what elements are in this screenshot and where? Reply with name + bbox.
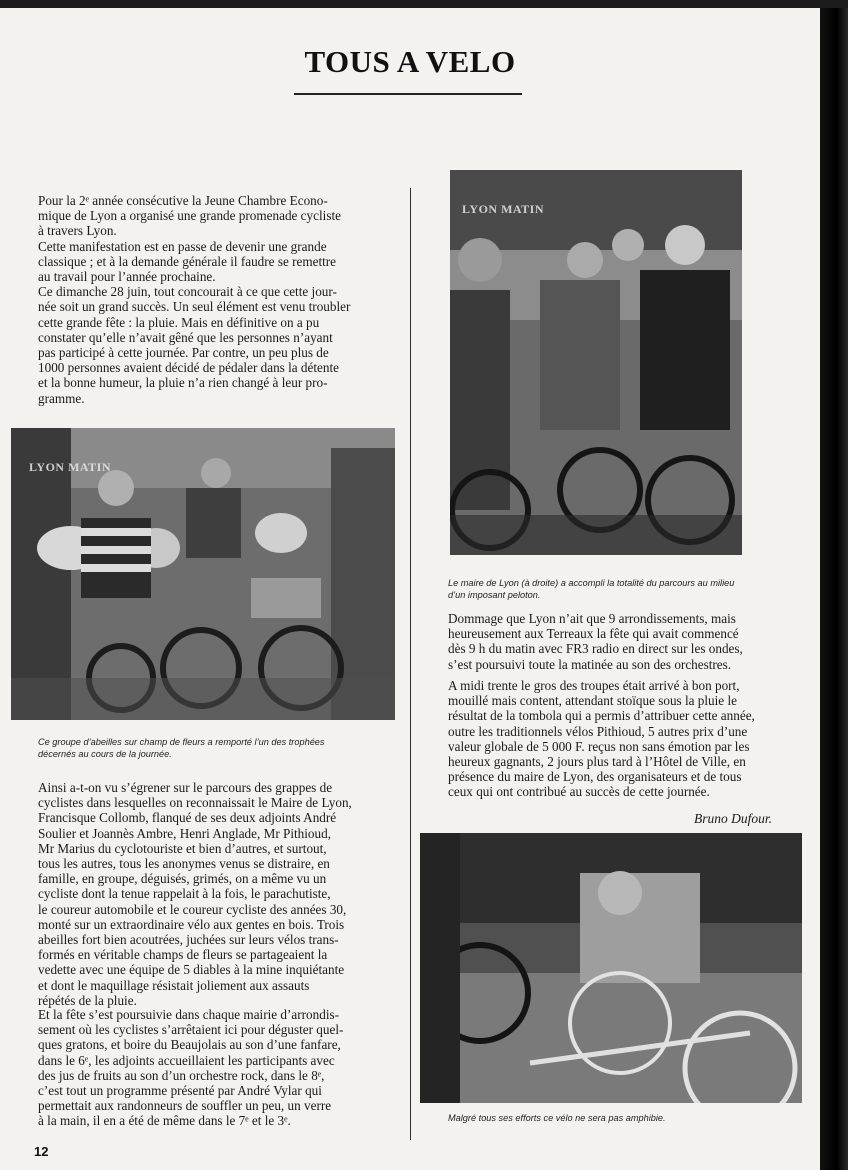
text-line: Cette manifestation est en passe de devenir une grande	[38, 238, 327, 254]
article-title: TOUS A VELO	[304, 44, 516, 79]
body-right-paragraph-2	[448, 678, 786, 800]
text-line: Le maire de Lyon (à droite) a accompli la totalité du parcours au milieu	[448, 578, 735, 588]
text-line: vedette avec une équipe de 5 diables à la mine inquiétante	[38, 962, 345, 978]
text-line: répétés de la pluie.	[38, 992, 137, 1008]
text-line: Soulier et Joannès Ambre, Henri Anglade, Mr Pithioud,	[38, 825, 332, 841]
magazine-page	[0, 8, 820, 1170]
text-line: décernés au cours de la journée.	[38, 749, 172, 759]
text-line: au travail pour l’année prochaine.	[38, 269, 216, 285]
page-number: 12	[34, 1144, 49, 1159]
text-line: abeilles fort bien acoutrées, juchées sur leurs vélos trans-	[38, 932, 339, 948]
text-line: c’est tout un programme présenté par André Vylar qui	[38, 1083, 322, 1099]
text-line: Pour la 2ᵉ année consécutive la Jeune Chambre Econo-	[38, 193, 328, 208]
photo-bees-costumes	[11, 428, 395, 720]
text-line: permettait aux randonneurs de souffler un peu, un verre	[38, 1098, 332, 1114]
text-line: dès 9 h du matin avec FR3 radio en direct sur les ondes,	[448, 641, 743, 657]
text-line: A midi trente le gros des troupes était arrivé à bon port,	[448, 678, 740, 693]
text-line: ques gratons, et boire du Beaujolais au son d’une fanfare,	[38, 1037, 341, 1053]
text-line: Dommage que Lyon n’ait que 9 arrondissements, mais	[448, 611, 736, 626]
intro-paragraph	[38, 193, 378, 406]
text-line: Ce dimanche 28 juin, tout concourait à ce que cette jour-	[38, 284, 337, 300]
text-line: constater qu’elle n’avait gêné que les personnes n’ayant	[38, 329, 333, 345]
caption-mayor	[448, 577, 734, 601]
page-edge-shadow	[820, 8, 848, 1170]
text-line: 1000 personnes avaient décidé de pédaler dans la détente	[38, 360, 339, 376]
text-line: Ce groupe d’abeilles sur champ de fleurs a remporté l’un des trophées	[38, 737, 325, 747]
text-line: dans le 6ᵉ, les adjoints accueillaient les participants avec	[38, 1052, 335, 1068]
text-line: formés en véritable champs de fleurs se partageaient la	[38, 947, 328, 963]
text-line: cycliste dont la tenue rappelait à la fois, le parachutiste,	[38, 886, 331, 902]
photo-watermark: LYON MATIN	[29, 460, 112, 474]
caption-bees	[38, 736, 325, 760]
text-line: heureux gagnants, 2 jours plus tard à l’Hôtel de Ville, en	[448, 754, 746, 770]
text-line: s’est poursuivi toute la matinée au son des orchestres.	[448, 656, 732, 672]
text-line: mique de Lyon a organisé une grande promenade cycliste	[38, 208, 341, 224]
photo-bike-puddle	[420, 833, 802, 1103]
text-line: née soit un grand succès. Un seul élément est venu troubler	[38, 299, 351, 315]
text-line: sement où les cyclistes s’arrêtaient ici pour déguster quel-	[38, 1022, 344, 1038]
text-line: et la bonne humeur, la pluie n’a rien changé à leur pro-	[38, 375, 328, 391]
column-divider	[410, 188, 411, 1140]
text-line: classique ; et à la demande générale il faudre se remettre	[38, 253, 337, 269]
text-line: Malgré tous ses efforts ce vélo ne sera pas amphibie.	[448, 1113, 666, 1123]
text-line: résultat de la tombola qui a permis d’attribuer cette année,	[448, 708, 755, 724]
text-line: présence du maire de Lyon, des organisateurs et de tous	[448, 769, 742, 785]
body-left-paragraph-2	[38, 1007, 378, 1129]
text-line: le coureur automobile et le coureur cycliste des années 30,	[38, 901, 347, 917]
text-line: mouillé mais content, attendant stoïque sous la pluie le	[448, 693, 737, 709]
text-line: monté sur un extraordinaire vélo aux gentes en bois. Trois	[38, 916, 345, 932]
text-line: pas participé à cette journée. Par contre, un peu plus de	[38, 345, 329, 361]
text-line: Mr Marius du cyclotouriste et bien d’autres, et surtout,	[38, 840, 327, 856]
photo-mayor-peloton	[450, 170, 742, 555]
body-left-paragraph-1	[38, 780, 378, 1008]
text-line: outre les traditionnels vélos Pithioud, 5 autres prix d’une	[448, 723, 748, 739]
text-line: cyclistes dans lesquelles on reconnaissait le Maire de Lyon,	[38, 795, 352, 811]
text-line: d’un imposant peloton.	[448, 590, 541, 600]
text-line: des jus de fruits au son d’un orchestre rock, dans le 8ᵉ,	[38, 1067, 325, 1083]
text-line: Francisque Collomb, flanqué de ses deux adjoints André	[38, 810, 337, 826]
text-line: heureusement aux Terreaux la fête qui avait commencé	[448, 626, 739, 642]
body-right-paragraph-1	[448, 611, 786, 672]
author-signature: Bruno Dufour.	[694, 811, 773, 826]
text-line: famille, en groupe, déguisés, grimés, on a même vu un	[38, 871, 327, 887]
text-line: tous les autres, tous les anonymes venus se distraire, en	[38, 856, 330, 872]
text-line: Ainsi a-t-on vu s’égrener sur le parcours des grappes de	[38, 780, 333, 795]
text-line: cette grande fête : la pluie. Mais en définitive on a pu	[38, 314, 320, 330]
caption-bike	[448, 1112, 666, 1124]
text-line: et dont le maquillage résistait joliement aux assauts	[38, 977, 310, 993]
text-line: à travers Lyon.	[38, 223, 117, 239]
text-line: valeur globale de 5 000 F. reçus non sans émotion par les	[448, 738, 750, 754]
text-line: ceux qui ont contribué au succès de cette journée.	[448, 784, 710, 800]
title-underline	[294, 93, 522, 95]
photo-watermark: LYON MATIN	[462, 202, 545, 216]
text-line: à la main, il en a été de même dans le 7ᵉ et le 3ᵉ.	[38, 1113, 291, 1129]
text-line: Et la fête s’est poursuivie dans chaque mairie d’arrondis-	[38, 1007, 340, 1022]
text-line: gramme.	[38, 390, 85, 406]
